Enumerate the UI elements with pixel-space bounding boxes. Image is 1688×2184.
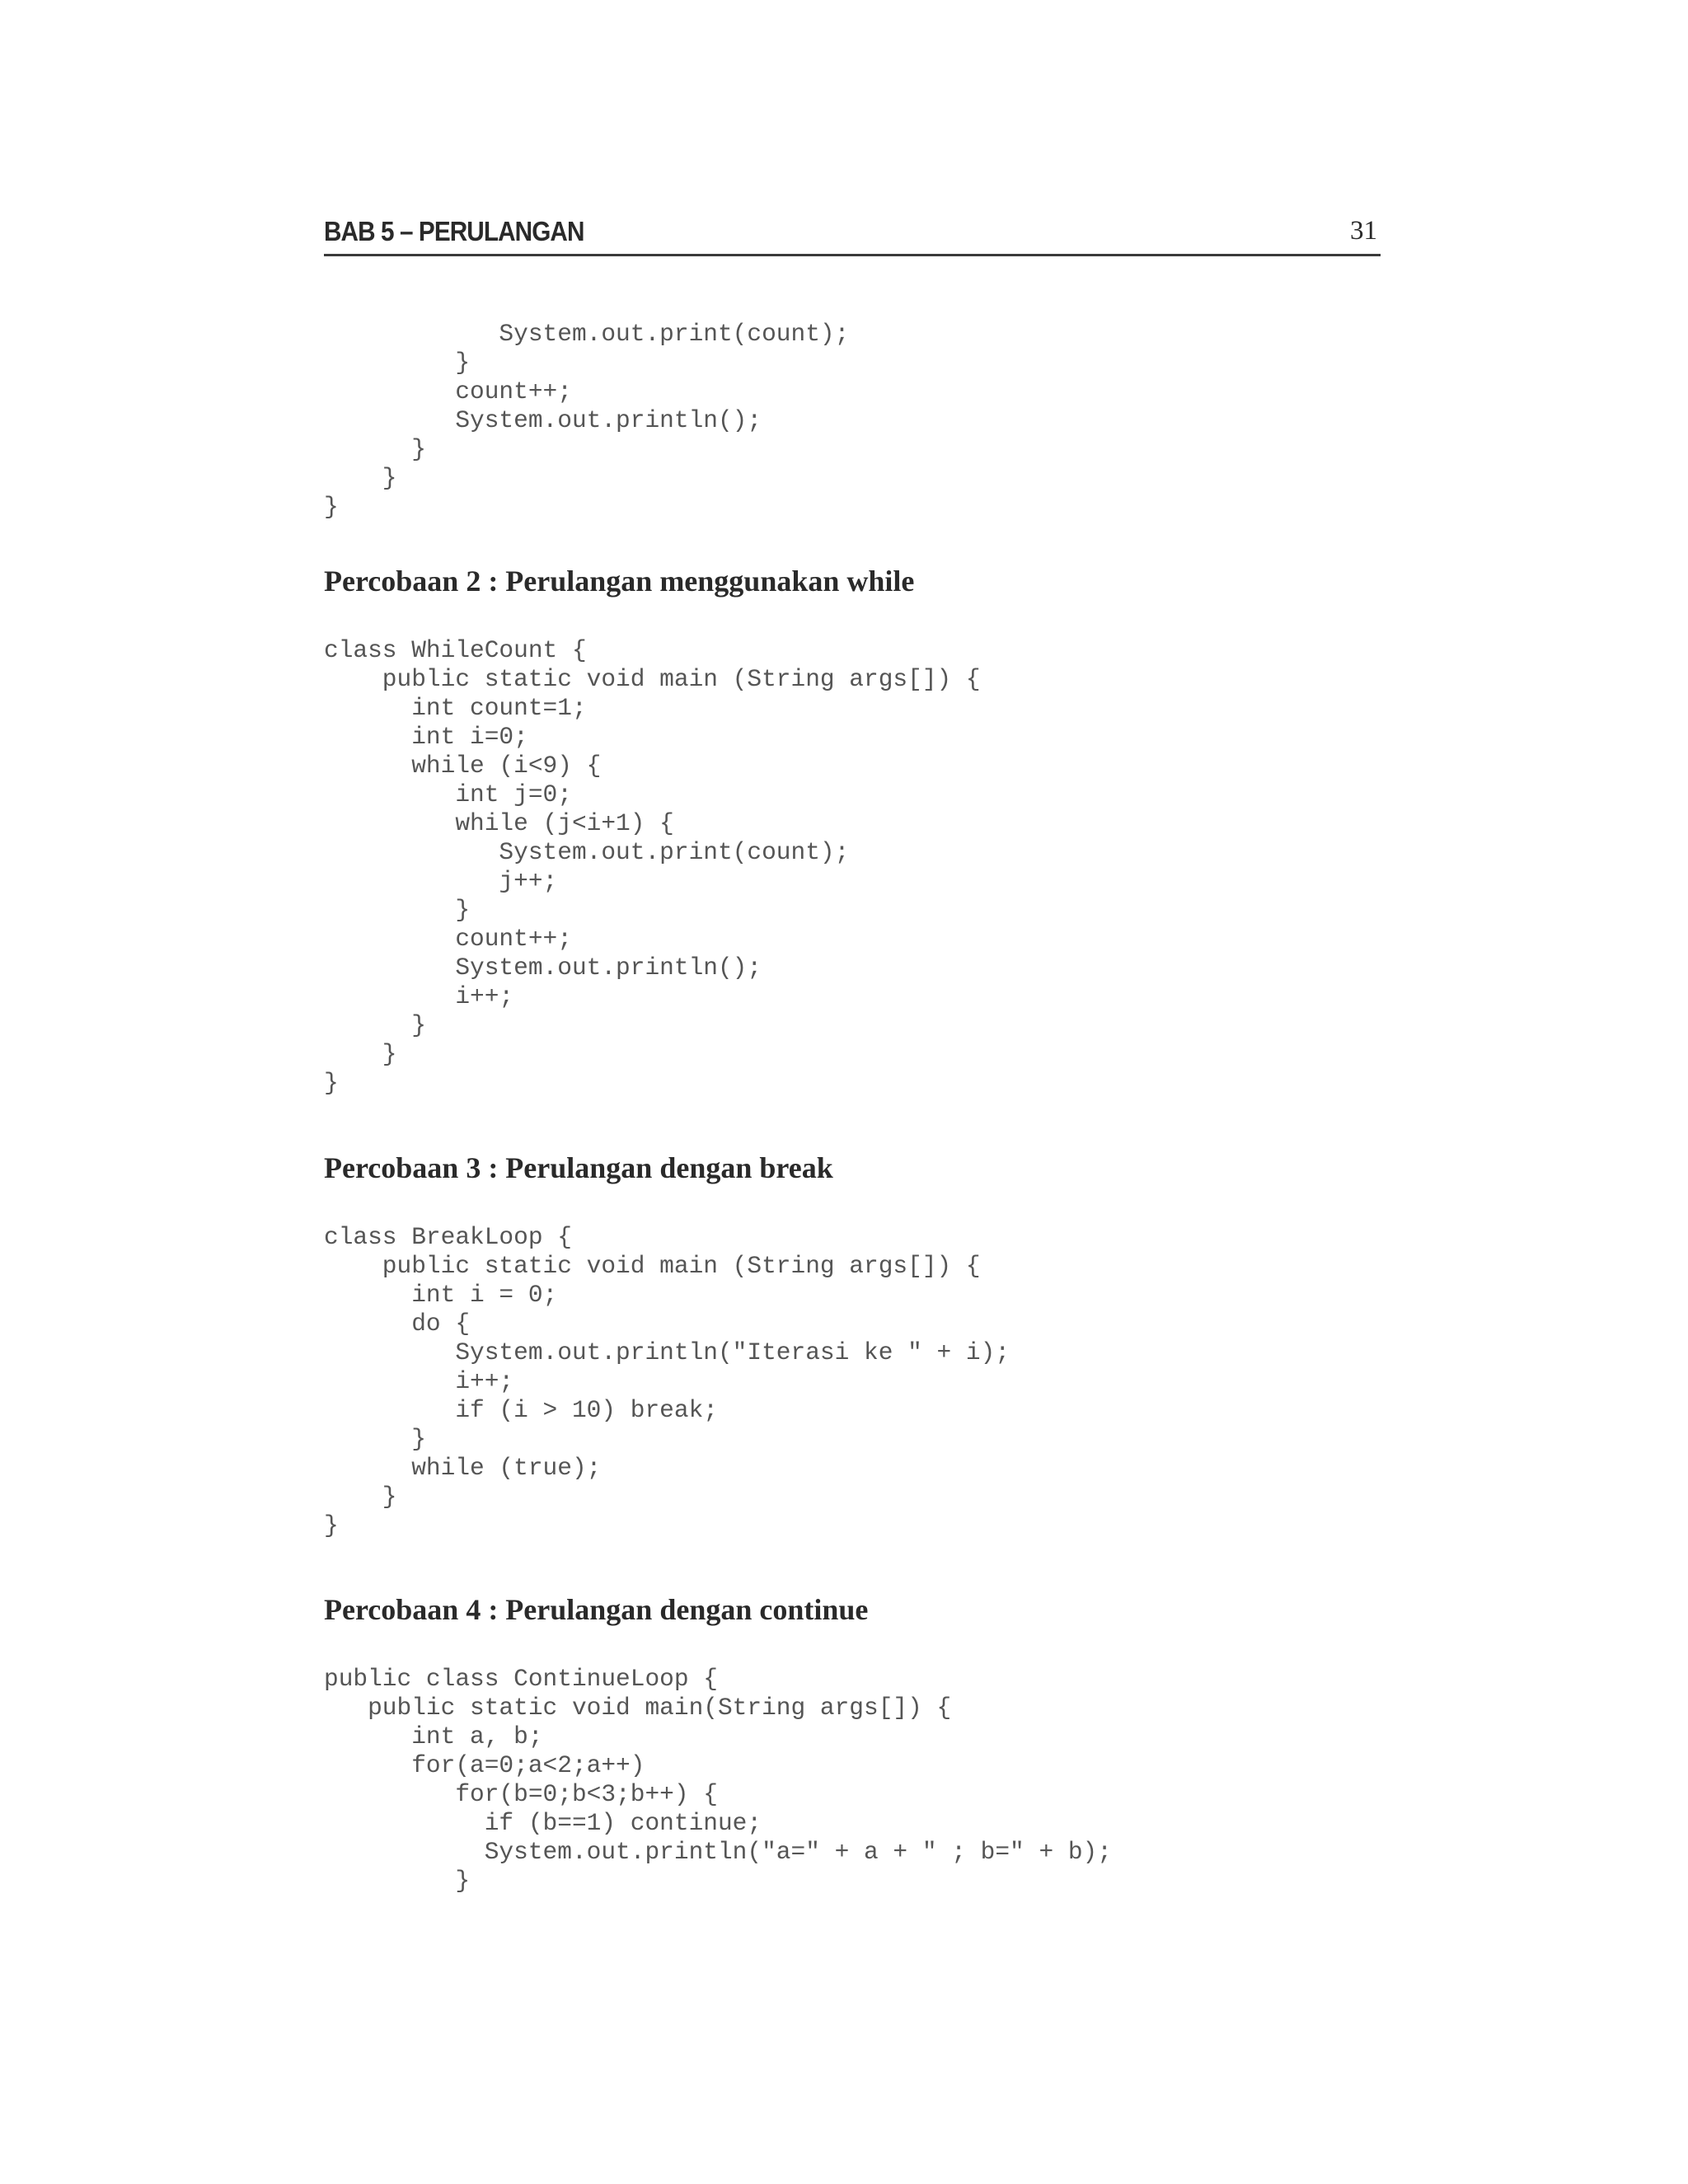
code-block-whilecount: class WhileCount { public static void main (String args[]) { int count=1; int i=0; while (i<9) { int j=0; while (j<i+1) { System.out.print(count); j++; } count++; System.out.println(); i++; } } }: [324, 636, 981, 1097]
section-heading-percobaan-4: Percobaan 4 : Perulangan dengan continue: [324, 1593, 869, 1626]
code-block-continuation: System.out.print(count); } count++; System.out.println(); } } }: [324, 320, 850, 521]
chapter-title: BAB 5 – PERULANGAN: [324, 216, 584, 246]
section-heading-percobaan-3: Percobaan 3 : Perulangan dengan break: [324, 1151, 833, 1184]
page-number: 31: [1350, 216, 1377, 246]
section-heading-percobaan-2: Percobaan 2 : Perulangan menggunakan while: [324, 565, 915, 598]
code-block-continueloop: public class ContinueLoop { public static void main(String args[]) { int a, b; for(a=0;a<2;a++) for(b=0;b<3;b++) { if (b==1) continue; System.out.println("a=" + a + " ; b=" + b); }: [324, 1665, 1112, 1895]
page-header: [324, 214, 1381, 256]
code-block-breakloop: class BreakLoop { public static void main (String args[]) { int i = 0; do { System.out.println("Iterasi ke " + i); i++; if (i > 10) break; } while (true); } }: [324, 1223, 1010, 1540]
